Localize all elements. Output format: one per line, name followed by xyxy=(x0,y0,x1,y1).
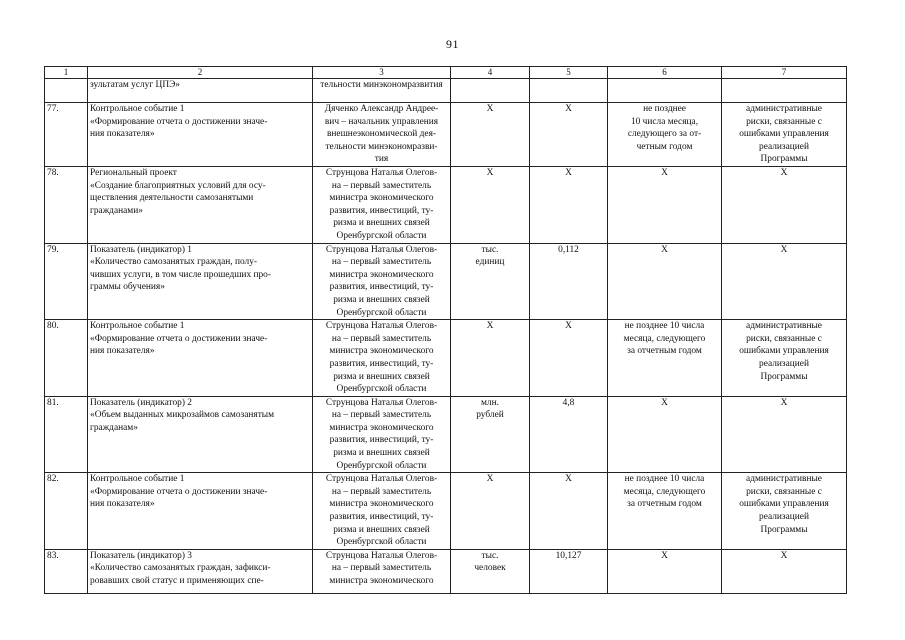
cell-number: 82. xyxy=(45,473,88,550)
cell-line: министра экономического xyxy=(329,193,434,204)
cell-line: Х xyxy=(661,168,668,178)
cell-line: Х xyxy=(486,104,494,114)
cell-line: риски, связанные с xyxy=(746,333,822,344)
cell-line: 0,112 xyxy=(558,244,579,255)
cell-name xyxy=(88,103,313,167)
cell-line: ошибками управления xyxy=(739,499,829,510)
cell-line: гражданам» xyxy=(90,422,138,433)
cell-line: ризма и внешних связей xyxy=(333,371,430,382)
cell-risks xyxy=(722,243,847,320)
cell-deadline xyxy=(608,473,722,550)
cell-unit xyxy=(451,79,530,103)
cell-line: Контрольное событие 1 xyxy=(90,321,185,332)
cell-line: «Создание благоприятных условий для осу- xyxy=(90,180,266,191)
cell-unit xyxy=(451,243,530,320)
cell-deadline xyxy=(608,243,722,320)
cell-unit xyxy=(451,473,530,550)
cell-responsible xyxy=(313,473,451,550)
cell-line: Х xyxy=(661,550,668,561)
cell-name xyxy=(88,320,313,397)
cell-line: Х xyxy=(486,168,494,178)
header-row xyxy=(45,67,847,79)
cell-line: Программы xyxy=(760,154,808,165)
cell-line: ризма и внешних связей xyxy=(333,218,430,229)
cell-name xyxy=(88,167,313,244)
cell-number: 77. xyxy=(45,103,88,167)
cell-line: ризма и внешних связей xyxy=(333,448,430,459)
cell-line: ровавших свой статус и применяющих спе- xyxy=(90,576,264,586)
cell-value xyxy=(530,549,608,593)
table-body xyxy=(45,79,847,594)
cell-line: ошибками управления xyxy=(739,346,829,357)
cell-line: Х xyxy=(661,397,668,408)
cell-line: чивших услуги, в том числе прошедших про- xyxy=(90,269,271,280)
cell-line: рублей xyxy=(476,410,504,421)
cell-line: ния показателя» xyxy=(90,499,155,510)
cell-line: Струнцова Наталья Олегов- xyxy=(325,321,438,332)
cell-line: Оренбургской области xyxy=(336,537,427,548)
cell-line: Показатель (индикатор) 1 xyxy=(90,244,192,255)
cell-responsible xyxy=(313,243,451,320)
cell-line: риски, связанные с xyxy=(746,116,822,127)
cell-line: реализацией xyxy=(759,141,809,152)
cell-line: единиц xyxy=(475,257,505,268)
header-col-5: 5 xyxy=(530,67,608,79)
header-col-6: 6 xyxy=(608,67,722,79)
cell-deadline xyxy=(608,396,722,473)
cell-number: 83. xyxy=(45,549,88,593)
cell-line: следующего за от- xyxy=(627,129,702,140)
table-row xyxy=(45,79,847,103)
table-row xyxy=(45,243,847,320)
cell-value xyxy=(530,167,608,244)
cell-line: за отчетным годом xyxy=(627,499,702,510)
cell-line: ризма и внешних связей xyxy=(333,524,430,535)
cell-line: ошибками управления xyxy=(739,129,829,140)
cell-line: зультатам услуг ЦПЭ» xyxy=(90,80,180,90)
cell-responsible xyxy=(313,396,451,473)
cell-line: развития, инвестиций, ту- xyxy=(329,358,434,369)
cell-value xyxy=(530,320,608,397)
cell-line: Дяченко Александр Андрее- xyxy=(324,104,439,114)
cell-line: «Формирование отчета о достижении значе- xyxy=(90,116,268,127)
cell-line: Показатель (индикатор) 2 xyxy=(90,397,192,408)
cell-name xyxy=(88,243,313,320)
cell-line: не позднее 10 числа xyxy=(624,321,705,332)
cell-line: развития, инвестиций, ту- xyxy=(329,512,434,523)
cell-line: млн. xyxy=(481,397,499,408)
cell-line: министра экономического xyxy=(329,576,434,586)
table-row xyxy=(45,167,847,244)
cell-line: министра экономического xyxy=(329,346,434,357)
cell-line: «Формирование отчета о достижении значе- xyxy=(90,486,268,497)
cell-line: министра экономического xyxy=(329,422,434,433)
cell-number xyxy=(45,79,88,103)
cell-line: развития, инвестиций, ту- xyxy=(329,282,434,293)
cell-risks xyxy=(722,320,847,397)
cell-line: тыс. xyxy=(481,244,499,255)
cell-line: тельности минэкономразвития xyxy=(320,80,443,90)
cell-line: Х xyxy=(780,244,788,255)
cell-line: Х xyxy=(565,168,572,178)
cell-risks xyxy=(722,167,847,244)
table-row xyxy=(45,549,847,593)
cell-risks xyxy=(722,473,847,550)
cell-line: Х xyxy=(486,321,494,332)
cell-line: административные xyxy=(746,321,822,332)
cell-deadline xyxy=(608,79,722,103)
cell-line: тия xyxy=(374,154,389,165)
cell-line: ризма и внешних связей xyxy=(333,294,430,305)
cell-line: Х xyxy=(486,474,494,485)
header-col-2: 2 xyxy=(88,67,313,79)
plan-table xyxy=(44,66,847,594)
cell-line: гражданами» xyxy=(90,205,143,216)
cell-name xyxy=(88,549,313,593)
cell-line: Программы xyxy=(760,371,808,382)
cell-line: 4,8 xyxy=(562,397,575,408)
header-col-1: 1 xyxy=(45,67,88,79)
cell-value xyxy=(530,473,608,550)
cell-line: Показатель (индикатор) 3 xyxy=(90,550,192,561)
cell-line: ния показателя» xyxy=(90,346,155,357)
cell-line: Оренбургской области xyxy=(336,307,427,318)
cell-line: Струнцова Наталья Олегов- xyxy=(325,397,438,408)
cell-line: министра экономического xyxy=(329,269,434,280)
cell-unit xyxy=(451,103,530,167)
cell-responsible xyxy=(313,320,451,397)
cell-deadline xyxy=(608,320,722,397)
cell-value xyxy=(530,103,608,167)
cell-line: Х xyxy=(661,244,668,255)
cell-line: Х xyxy=(780,397,788,408)
cell-line: Струнцова Наталья Олегов- xyxy=(325,244,438,255)
cell-risks xyxy=(722,549,847,593)
cell-line: «Объем выданных микрозаймов самозанятым xyxy=(90,410,275,421)
cell-line: Контрольное событие 1 xyxy=(90,104,185,114)
cell-responsible xyxy=(313,167,451,244)
table-row xyxy=(45,320,847,397)
cell-line: на – первый заместитель xyxy=(331,180,432,191)
cell-line: министра экономического xyxy=(329,499,434,510)
cell-line: Х xyxy=(565,104,572,114)
cell-unit xyxy=(451,320,530,397)
cell-value xyxy=(530,396,608,473)
cell-line: административные xyxy=(746,104,822,114)
cell-risks xyxy=(722,396,847,473)
cell-line: Оренбургской области xyxy=(336,384,427,395)
cell-line: Х xyxy=(565,474,572,485)
page-number: 91 xyxy=(446,37,459,51)
cell-line: на – первый заместитель xyxy=(331,410,432,421)
cell-line: человек xyxy=(474,563,506,574)
cell-name xyxy=(88,396,313,473)
cell-line: на – первый заместитель xyxy=(331,257,432,268)
cell-number: 79. xyxy=(45,243,88,320)
cell-line: Региональный проект xyxy=(90,168,177,178)
cell-line: Х xyxy=(780,168,788,178)
cell-line: месяца, следующего xyxy=(623,486,706,497)
cell-value xyxy=(530,243,608,320)
cell-line: граммы обучения» xyxy=(90,282,165,293)
cell-line: Струнцова Наталья Олегов- xyxy=(325,550,438,561)
cell-line: административные xyxy=(746,474,822,485)
cell-line: тельности минэкономразви- xyxy=(325,141,438,152)
table-row xyxy=(45,396,847,473)
cell-name xyxy=(88,473,313,550)
table-row xyxy=(45,103,847,167)
cell-line: Оренбургской области xyxy=(336,460,427,471)
cell-unit xyxy=(451,167,530,244)
header-col-3: 3 xyxy=(313,67,451,79)
cell-deadline xyxy=(608,549,722,593)
cell-number: 78. xyxy=(45,167,88,244)
cell-unit xyxy=(451,396,530,473)
cell-responsible xyxy=(313,103,451,167)
cell-line: за отчетным годом xyxy=(627,346,702,357)
cell-risks xyxy=(722,103,847,167)
cell-line: развития, инвестиций, ту- xyxy=(329,435,434,446)
cell-line: Струнцова Наталья Олегов- xyxy=(325,168,438,178)
cell-line: внешнеэкономической дея- xyxy=(326,129,437,140)
cell-responsible xyxy=(313,549,451,593)
cell-line: реализацией xyxy=(759,358,809,369)
cell-line: ществления деятельности самозанятыми xyxy=(90,193,254,204)
cell-deadline xyxy=(608,167,722,244)
cell-line: 10,127 xyxy=(555,550,582,561)
cell-line: Струнцова Наталья Олегов- xyxy=(325,474,438,485)
cell-line: Оренбургской области xyxy=(336,230,427,241)
cell-line: не позднее 10 числа xyxy=(624,474,705,485)
cell-line: «Количество самозанятых граждан, полу- xyxy=(90,257,258,268)
cell-line: Программы xyxy=(760,524,808,535)
cell-line: Х xyxy=(780,550,788,561)
cell-line: риски, связанные с xyxy=(746,486,822,497)
cell-line: «Формирование отчета о достижении значе- xyxy=(90,333,268,344)
table-row xyxy=(45,473,847,550)
cell-line: месяца, следующего xyxy=(623,333,706,344)
cell-risks xyxy=(722,79,847,103)
cell-line: «Количество самозанятых граждан, зафикси- xyxy=(90,563,271,574)
cell-deadline xyxy=(608,103,722,167)
cell-line: Контрольное событие 1 xyxy=(90,474,185,485)
cell-line: ния показателя» xyxy=(90,129,155,140)
cell-number: 80. xyxy=(45,320,88,397)
cell-number: 81. xyxy=(45,396,88,473)
table-header xyxy=(45,67,847,79)
cell-responsible xyxy=(313,79,451,103)
cell-line: реализацией xyxy=(759,512,809,523)
cell-line: развития, инвестиций, ту- xyxy=(329,205,434,216)
cell-line: на – первый заместитель xyxy=(331,563,432,574)
cell-line: Х xyxy=(565,321,572,332)
cell-name xyxy=(88,79,313,103)
cell-line: на – первый заместитель xyxy=(331,333,432,344)
cell-line: 10 числа месяца, xyxy=(630,116,699,127)
cell-line: на – первый заместитель xyxy=(331,486,432,497)
cell-line: вич – начальник управления xyxy=(324,116,439,127)
cell-unit xyxy=(451,549,530,593)
cell-value xyxy=(530,79,608,103)
header-col-4: 4 xyxy=(451,67,530,79)
header-col-7: 7 xyxy=(722,67,847,79)
cell-line: тыс. xyxy=(481,550,499,561)
cell-line: четным годом xyxy=(636,141,693,152)
cell-line: не позднее xyxy=(643,104,686,114)
